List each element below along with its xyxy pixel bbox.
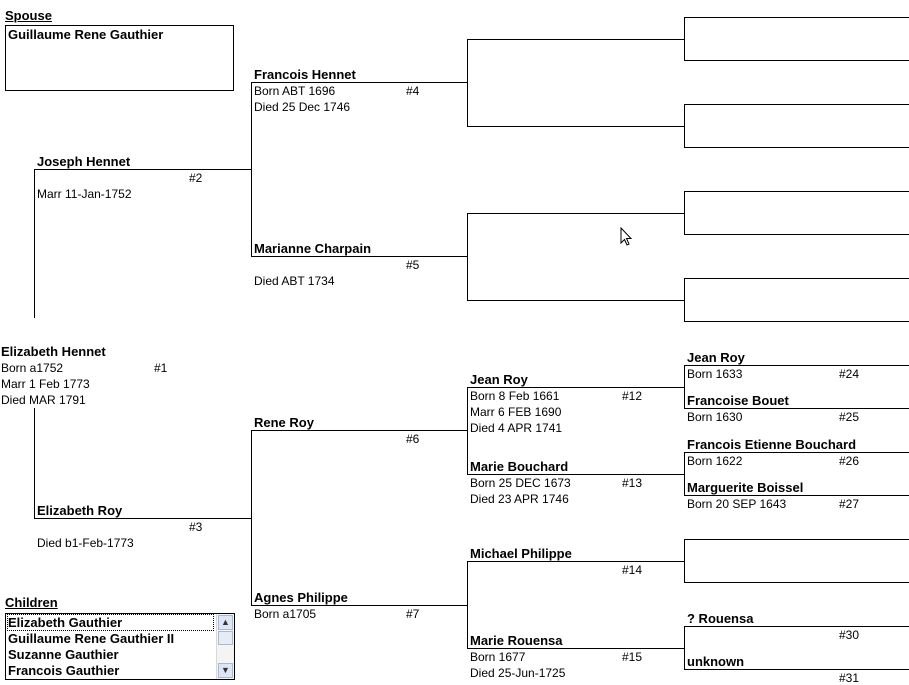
person-25-line — [684, 408, 909, 409]
person-3-name[interactable]: Elizabeth Roy — [37, 503, 123, 518]
person-5-line — [251, 256, 467, 257]
person-6-number: #6 — [406, 432, 420, 446]
spouse-box[interactable] — [5, 25, 234, 91]
person-13-born: Born 25 DEC 1673 — [470, 476, 571, 490]
person-26-line — [684, 452, 909, 453]
person-14-number: #14 — [622, 563, 643, 577]
scroll-up-button[interactable]: ▲ — [218, 615, 233, 630]
connector — [467, 39, 684, 40]
connector — [467, 387, 468, 474]
connector — [684, 17, 685, 60]
child-item[interactable]: Suzanne Gauthier — [8, 647, 119, 662]
person-12-name[interactable]: Jean Roy — [470, 372, 528, 387]
person-7-born: Born a1705 — [254, 607, 317, 621]
person-30-name[interactable]: ? Rouensa — [687, 611, 754, 626]
person-31-name[interactable]: unknown — [687, 654, 745, 669]
connector — [684, 191, 685, 234]
person-5-name[interactable]: Marianne Charpain — [254, 241, 372, 256]
scroll-down-button[interactable]: ▼ — [218, 663, 233, 678]
children-scrollbar[interactable] — [216, 614, 234, 679]
person-27-line — [684, 495, 909, 496]
person-1-died: Died MAR 1791 — [1, 393, 86, 407]
person-25-born: Born 1630 — [687, 410, 743, 424]
person-15-name[interactable]: Marie Rouensa — [470, 633, 563, 648]
person-4-name[interactable]: Francois Hennet — [254, 67, 356, 82]
person-27-number: #27 — [839, 497, 860, 511]
empty-slot-22[interactable] — [684, 278, 909, 279]
child-item[interactable]: Guillaume Rene Gauthier II — [8, 631, 175, 646]
person-1-name[interactable]: Elizabeth Hennet — [1, 344, 106, 359]
person-24-name[interactable]: Jean Roy — [687, 350, 745, 365]
person-4-line — [251, 82, 467, 83]
person-31-number: #31 — [839, 671, 860, 685]
person-13-died: Died 23 APR 1746 — [470, 492, 569, 506]
person-15-number: #15 — [622, 650, 643, 664]
person-5-died: Died ABT 1734 — [254, 274, 335, 288]
person-31-line — [684, 669, 909, 670]
person-3-died: Died b1-Feb-1773 — [37, 536, 134, 550]
connector — [34, 169, 35, 318]
connector — [684, 452, 685, 495]
person-4-number: #4 — [406, 84, 420, 98]
person-12-number: #12 — [622, 389, 643, 403]
person-15-line — [467, 648, 684, 649]
person-1-marriage: Marr 1 Feb 1773 — [1, 377, 90, 391]
spouse-name: Guillaume Rene Gauthier — [8, 27, 164, 42]
person-25-number: #25 — [839, 410, 860, 424]
person-26-name[interactable]: Francois Etienne Bouchard — [687, 437, 857, 452]
person-15-died: Died 25-Jun-1725 — [470, 666, 566, 680]
person-3-line — [34, 518, 251, 519]
person-13-number: #13 — [622, 476, 643, 490]
empty-slot-18[interactable] — [684, 104, 909, 105]
person-12-died: Died 4 APR 1741 — [470, 421, 563, 435]
child-item[interactable]: Francois Gauthier — [8, 663, 120, 678]
children-list[interactable] — [5, 613, 235, 680]
person-4-died: Died 25 Dec 1746 — [254, 100, 351, 114]
person-26-born: Born 1622 — [687, 454, 743, 468]
person-1-number: #1 — [154, 361, 168, 375]
person-12-line — [467, 387, 684, 388]
connector — [251, 430, 252, 605]
connector — [251, 82, 252, 256]
person-14-name[interactable]: Michael Philippe — [470, 546, 572, 561]
connector — [467, 39, 468, 126]
person-4-born: Born ABT 1696 — [254, 84, 336, 98]
person-1-born: Born a1752 — [1, 361, 64, 375]
connector — [684, 626, 685, 669]
person-7-number: #7 — [406, 607, 420, 621]
connector — [34, 408, 35, 519]
person-30-number: #30 — [839, 628, 860, 642]
person-24-line — [684, 365, 909, 366]
person-3-number: #3 — [189, 520, 203, 534]
spouse-header: Spouse — [5, 8, 52, 23]
person-7-line — [251, 605, 467, 606]
person-26-number: #26 — [839, 454, 860, 468]
person-13-name[interactable]: Marie Bouchard — [470, 459, 569, 474]
empty-slot-16[interactable] — [684, 17, 909, 18]
person-13-line — [467, 474, 684, 475]
scroll-thumb[interactable] — [218, 631, 233, 645]
person-6-line — [251, 430, 467, 431]
person-2-number: #2 — [189, 171, 203, 185]
connector — [684, 278, 685, 321]
connector — [684, 365, 685, 408]
connector — [467, 126, 684, 127]
person-27-born: Born 20 SEP 1643 — [687, 497, 787, 511]
person-24-number: #24 — [839, 367, 860, 381]
person-2-name[interactable]: Joseph Hennet — [37, 154, 131, 169]
empty-slot-21[interactable] — [684, 234, 909, 235]
person-24-born: Born 1633 — [687, 367, 743, 381]
person-27-name[interactable]: Marguerite Boissel — [687, 480, 804, 495]
person-6-name[interactable]: Rene Roy — [254, 415, 314, 430]
person-25-name[interactable]: Francoise Bouet — [687, 393, 789, 408]
person-7-name[interactable]: Agnes Philippe — [254, 590, 348, 605]
person-12-marriage: Marr 6 FEB 1690 — [470, 405, 562, 419]
person-5-number: #5 — [406, 258, 420, 272]
empty-slot-23[interactable] — [684, 321, 909, 322]
person-15-born: Born 1677 — [470, 650, 526, 664]
person-14-line — [467, 561, 684, 562]
person-12-born: Born 8 Feb 1661 — [470, 389, 560, 403]
children-header: Children — [5, 595, 58, 610]
child-item[interactable]: Elizabeth Gauthier — [8, 615, 213, 630]
mouse-cursor-icon — [620, 227, 634, 247]
connector — [684, 539, 685, 582]
person-2-marriage: Marr 11-Jan-1752 — [37, 187, 132, 201]
connector — [467, 213, 684, 214]
connector — [467, 300, 684, 301]
empty-slot-17[interactable] — [684, 60, 909, 61]
connector — [467, 213, 468, 300]
empty-slot-20[interactable] — [684, 191, 909, 192]
person-30-line — [684, 626, 909, 627]
empty-slot-19[interactable] — [684, 147, 909, 148]
person-2-line — [34, 169, 251, 170]
empty-slot-29[interactable] — [684, 582, 909, 583]
connector — [467, 561, 468, 648]
empty-slot-28[interactable] — [684, 539, 909, 540]
connector — [684, 104, 685, 147]
